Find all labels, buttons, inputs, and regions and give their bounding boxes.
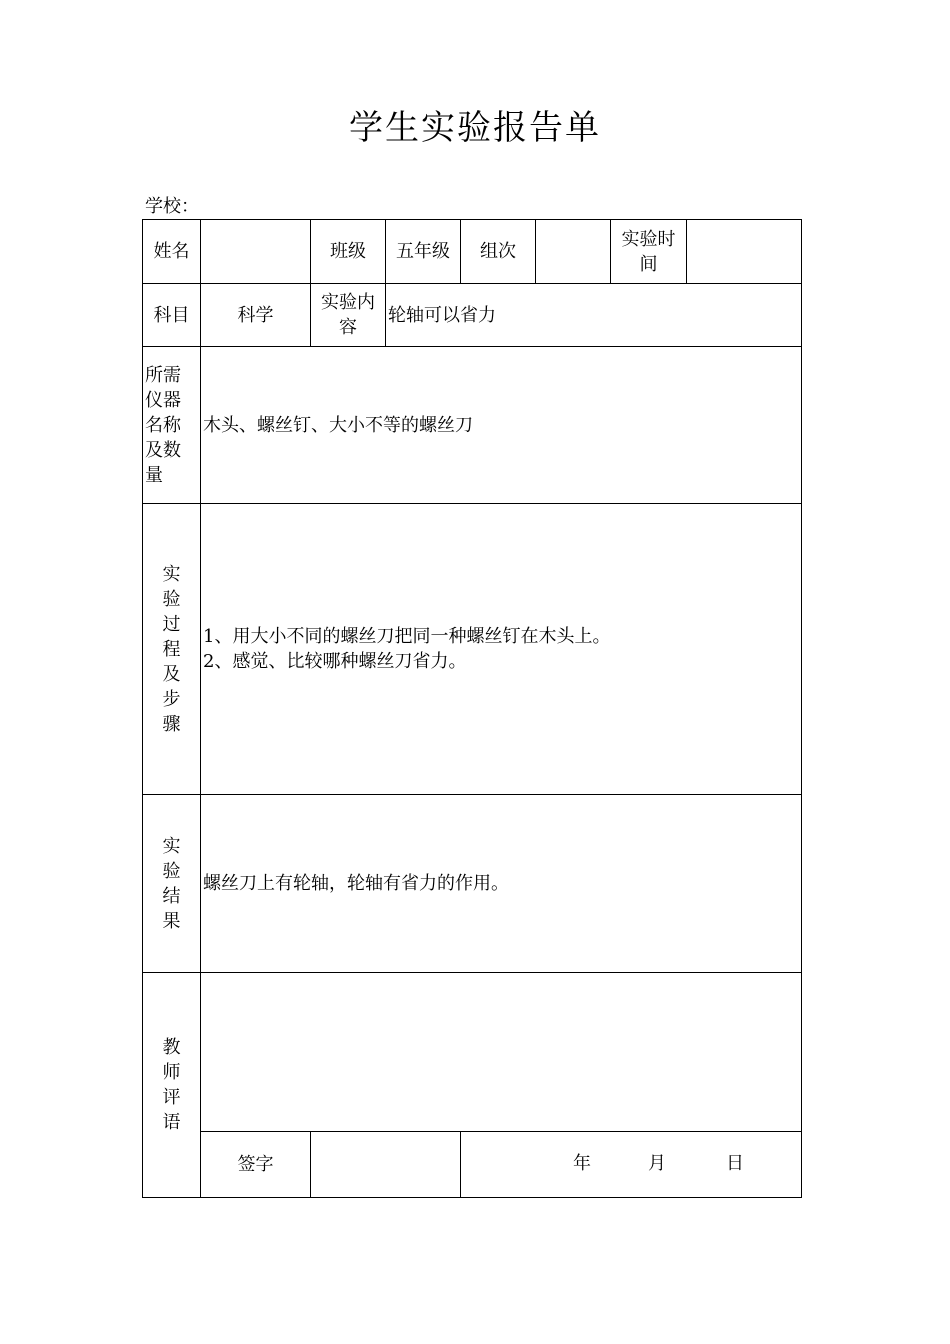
time-label-line1: 实验时 xyxy=(621,228,676,250)
process-label-char: 及 xyxy=(162,663,181,685)
row-basic-info xyxy=(143,220,802,284)
instruments-label-line: 名称 xyxy=(145,414,181,436)
row-process xyxy=(143,504,802,795)
time-field[interactable] xyxy=(687,220,802,284)
process-label-char: 实 xyxy=(162,563,181,585)
date-field[interactable] xyxy=(461,1132,802,1198)
instruments-label-line: 所需 xyxy=(145,364,181,386)
comment-label-char: 师 xyxy=(162,1062,181,1083)
content-label xyxy=(311,284,386,347)
signature-label: 签字 xyxy=(201,1132,311,1198)
group-label: 组次 xyxy=(461,220,536,284)
comment-label-char: 评 xyxy=(162,1087,181,1108)
instruments-label-line: 量 xyxy=(145,464,163,486)
school-label: 学校： xyxy=(145,196,199,217)
instruments-label-line: 及数 xyxy=(145,439,181,461)
signature-field[interactable] xyxy=(311,1132,461,1198)
result-field[interactable]: 螺丝刀上有轮轴，轮轴有省力的作用。 xyxy=(201,795,802,973)
content-label-line2: 容 xyxy=(339,317,357,338)
process-label-char: 过 xyxy=(162,613,181,635)
process-label xyxy=(143,504,201,795)
result-label-char: 果 xyxy=(162,910,181,932)
result-label-char: 结 xyxy=(162,885,181,907)
class-field[interactable]: 五年级 xyxy=(386,220,461,284)
name-field[interactable] xyxy=(201,220,311,284)
process-field[interactable] xyxy=(201,504,802,795)
process-label-char: 验 xyxy=(162,588,181,610)
process-step: 1、用大小不同的螺丝刀把同一种螺丝钉在木头上。 xyxy=(203,626,611,647)
result-label-char: 验 xyxy=(162,860,181,882)
page-title: 学生实验报告单 xyxy=(349,108,601,148)
content-label-line1: 实验内 xyxy=(321,292,375,313)
instruments-label xyxy=(143,347,201,504)
group-field[interactable] xyxy=(536,220,611,284)
process-step: 2、感觉、比较哪种螺丝刀省力。 xyxy=(203,651,467,672)
instruments-field[interactable]: 木头、螺丝钉、大小不等的螺丝刀 xyxy=(201,347,802,504)
time-label-line2: 间 xyxy=(639,253,658,275)
report-table xyxy=(142,219,802,1198)
comment-label-char: 语 xyxy=(162,1112,181,1133)
process-label-char: 骤 xyxy=(162,713,181,735)
date-day-label: 日 xyxy=(726,1153,744,1174)
row-subject xyxy=(143,284,802,347)
row-signature xyxy=(143,1132,802,1198)
comment-field[interactable] xyxy=(201,973,802,1132)
comment-label xyxy=(143,973,201,1198)
row-result xyxy=(143,795,802,973)
class-label: 班级 xyxy=(311,220,386,284)
subject-field[interactable]: 科学 xyxy=(201,284,311,347)
row-instruments xyxy=(143,347,802,504)
name-label: 姓名 xyxy=(143,220,201,284)
process-label-char: 步 xyxy=(162,688,181,710)
comment-label-char: 教 xyxy=(162,1037,181,1058)
result-label-char: 实 xyxy=(162,835,181,857)
content-field[interactable]: 轮轴可以省力 xyxy=(386,284,802,347)
row-comment xyxy=(143,973,802,1132)
time-label xyxy=(611,220,687,284)
date-year-label: 年 xyxy=(573,1153,591,1174)
result-label xyxy=(143,795,201,973)
instruments-label-line: 仪器 xyxy=(145,389,181,411)
subject-label: 科目 xyxy=(143,284,201,347)
date-month-label: 月 xyxy=(648,1153,666,1174)
process-label-char: 程 xyxy=(162,638,181,660)
